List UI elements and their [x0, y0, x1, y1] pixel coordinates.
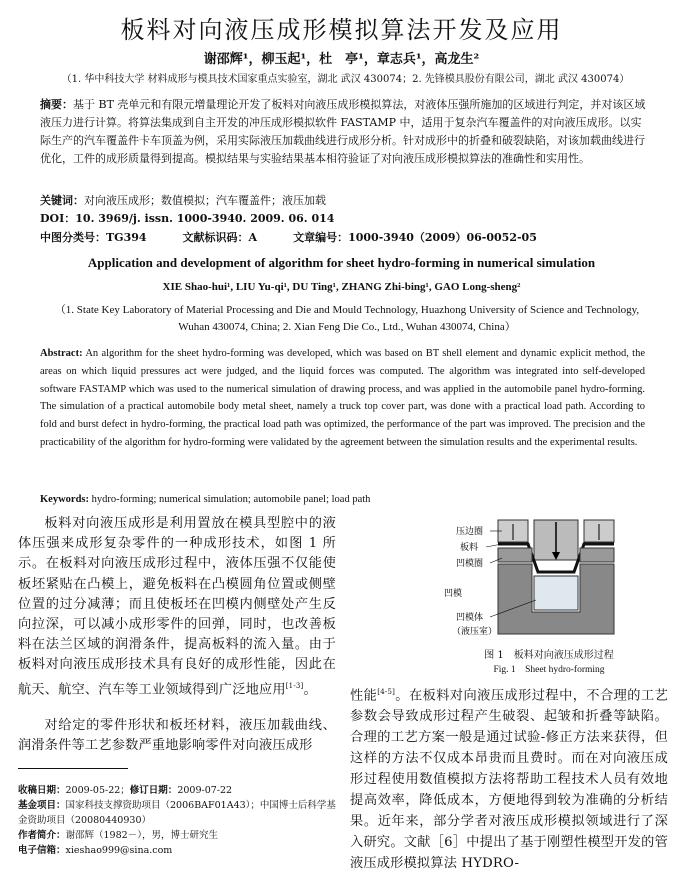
author-bio-label: 作者简介： [18, 830, 66, 841]
english-affiliation: （1. State Key Laboratory of Material Processing and Die and Mould Technology, Huazhong University of Science and Technology, Wuhan 430074, China; 2. Xian Feng Die Co., Ltd., Wuhan 430074, China） [54, 304, 640, 333]
affiliation: （1. 华中科技大学 材料成形与模具技术国家重点实验室，湖北 武汉 430074；2. 先锋模具股份有限公司，湖北 武汉 430074） [61, 74, 630, 85]
received-label: 收稿日期： [18, 785, 66, 796]
revised-date: 2009-07-22 [177, 785, 233, 796]
body-right-para [350, 682, 668, 874]
fund-text: 国家科技支撑资助项目（2006BAF01A43）；中国博士后科学基金资助项目（20080440930） [18, 800, 336, 826]
label-blank-holder: 压边圈 [456, 527, 484, 537]
abstract-cn-text: 基于 BT 壳单元和有限元增量理论开发了板料对向液压成形模拟算法，对液体压强所施加的区域进行判定，并对该区域液压力进行计算。将算法集成到自主开发的冲压成形模拟软件 FASTAMP 中，适用于复杂汽车覆盖件的对向液压成形。以实际生产的汽车覆盖件卡车顶盖为例，采用实际液压加载曲线进行成形分析。针对成形中的折叠和破裂缺陷，对该加载曲线进行优化，工件的成形质量得到提高。模拟结果与实验结果基本相符验证了对向液压成形模拟算法的准确性和实用性。 [40, 98, 646, 165]
label-die: 凹模 [444, 589, 463, 599]
paper-title: 板料对向液压成形模拟算法开发及应用 [120, 16, 563, 44]
fund-label: 基金项目： [18, 800, 66, 811]
received-date: 2009-05-22； [65, 785, 130, 796]
label-fluid-chamber: （液压室） [452, 627, 498, 637]
figure-caption-cn: 图 1 板料对向液压成形过程 [484, 650, 614, 661]
revised-label: 修订日期： [129, 785, 178, 796]
footnote-divider [18, 768, 128, 769]
keywords-cn [40, 192, 650, 208]
label-die-ring: 凹模圈 [456, 559, 484, 569]
abstract-en [40, 345, 645, 452]
clc-number: 中图分类号：TG394 [40, 231, 147, 244]
keywords-en-text: hydro-forming; numerical simulation; automobile panel; load path [91, 494, 371, 505]
body-text: 板料对向液压成形是利用置放在模具型腔中的液体压强来成形复杂零件的一种成形技术，如图 1 所示。在板料对向液压成形过程中，液体压强不仅能使板坯紧贴在凸模上，避免板料在凸模圆角位置或侧壁位置的过分减薄；而且使板坯在凹模内侧壁处产生反向拉深，可以减小成形零件的回弹，同时，也改善板料在法兰区域的润滑条件，提高板料的流入量。由于板料对向液压成形技术具有良好的成形性能，因此在航天、航空、汽车等工业领域得到广泛地应用 [18, 516, 336, 698]
abstract-cn-label: 摘要： [40, 98, 73, 111]
author-list: 谢邵辉¹，柳玉起¹，杜 亭¹，章志兵¹，高龙生² [203, 52, 480, 67]
email-label: 电子信箱： [18, 845, 66, 856]
label-sheet: 板料 [460, 543, 479, 553]
label-die-body: 凹模体 [456, 613, 484, 623]
doc-code: 文献标识码：A [182, 231, 258, 244]
body-text-end: 。 [303, 682, 317, 698]
die-ring-left [498, 548, 532, 562]
body-text-2: 对给定的零件形状和板坯材料，液压加载曲线、润滑条件等工艺参数严重地影响零件对向液压成形 [18, 718, 336, 754]
doi [40, 210, 650, 226]
body-left-para-1 [18, 514, 336, 700]
figure-1 [446, 520, 656, 648]
abstract-en-label: Abstract: [40, 348, 83, 359]
email-address: xieshao999@sina.com [65, 845, 173, 856]
figure-caption-en: Fig. 1 Sheet hydro-forming [493, 665, 605, 675]
body-right-start: 性能 [350, 688, 378, 704]
keywords-cn-text: 对向液压成形；数值模拟；汽车覆盖件；液压加载 [84, 194, 326, 207]
abstract-cn [40, 96, 650, 168]
body-right-text: 。在板料对向液压成形过程中，不合理的工艺参数会导致成形过程产生破裂、起皱和折叠等缺陷。合理的工艺方案一般是通过试验-修正方法来获得，但这样的方法不仅成本昂贵而且费时。而在对向液压成形过程使用数值模拟方法将帮助工程技术人员有效地提高效率，降低成本，方便地得到较为准确的分析结果。近年来，部分学者对液压成形模拟领域进行了深入研究。文献［6］中提出了基于刚塑性模型开发的管液压成形模拟算法 HYDRO- [350, 688, 668, 872]
body-left-para-2 [18, 716, 336, 756]
classification [40, 229, 650, 245]
abstract-en-text: An algorithm for the sheet hydro-forming was developed, which was based on BT shell element and dynamic explicit method, the areas on which liquid pressures act were judged, and the liquid forces was computed. The algorithm was integrated into self-developed software FASTAMP which was used to the numerical simulation of drawing process, and was applied in the automobile panel hydro-forming. The simulation of a practical automobile body metal sheet, namely a truck top cover part, was done with a practical load path. According to fold and burst defect in hydro-forming, the practical load path was optimized, the performance of the part was improved. The precision and the practicability of the algorithm for hydro-forming were validated by the agreement between the simulation results and the experimental results. [40, 348, 646, 448]
citation-right: [4-5] [377, 688, 396, 696]
footnotes [18, 783, 336, 858]
keywords-en [40, 494, 645, 505]
citation: [1-3] [285, 681, 304, 690]
fluid-chamber [534, 576, 578, 610]
die-ring-right [580, 548, 614, 562]
english-title: Application and development of algorithm for sheet hydro-forming in numerical simulation [87, 255, 596, 270]
english-authors: XIE Shao-hui¹, LIU Yu-qi¹, DU Ting¹, ZHANG Zhi-bing¹, GAO Long-sheng² [162, 281, 521, 293]
article-number: 文章编号：1000-3940（2009）06-0052-05 [293, 231, 537, 244]
author-bio: 谢邵辉（1982－），男，博士研究生 [65, 830, 218, 841]
keywords-cn-label: 关键词： [40, 194, 84, 207]
doi-value: 10. 3969/j. issn. 1000-3940. 2009. 06. 014 [75, 212, 335, 225]
doi-label: DOI： [40, 212, 76, 225]
hydroforming-diagram [446, 520, 656, 644]
keywords-en-label: Keywords: [40, 494, 89, 505]
